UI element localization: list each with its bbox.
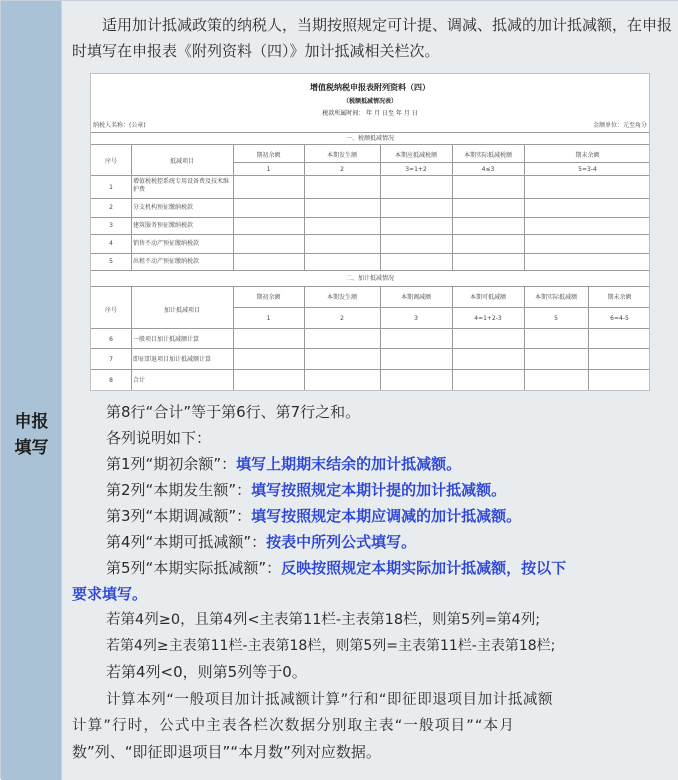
line-col2 <box>106 477 673 503</box>
line-cols-intro: 各列说明如下： <box>106 429 212 447</box>
line-row8: 第8行“合计”等于第6行、第7行之和。 <box>106 403 361 421</box>
col3-label: 第3列“本期调减额”： <box>106 507 252 525</box>
s1-r2-no: 2 <box>109 204 113 211</box>
side-header-cell <box>1 1 62 780</box>
form-period: 税款所属时间： 年 月 日至 年 月 日 <box>322 110 418 117</box>
rule-2: 若第4列≥主表第11栏-主表第18栏，则第5列=主表第11栏-主表第18栏; <box>106 638 556 654</box>
col5-desc: 反映按照规定本期实际加计抵减额，按以下 <box>281 559 567 577</box>
col1-desc: 填写上期期末结余的加计抵减额。 <box>236 455 462 473</box>
rule-3: 若第4列<0，则第5列等于0。 <box>106 663 307 681</box>
s1-h-item: 抵减项目 <box>169 158 194 165</box>
s1-f2: 2 <box>340 166 344 173</box>
s1-r3-name: 建筑服务预征缴纳税款 <box>133 222 194 229</box>
col2-desc: 填写按照规定本期计提的加计抵减额。 <box>251 481 507 499</box>
s1-h-no: 序号 <box>104 158 117 165</box>
s1-f4: 4≤3 <box>481 166 495 173</box>
col5-label: 第5列“本期实际抵减额”： <box>106 559 282 577</box>
s2-f4: 4=1+2-3 <box>474 315 502 322</box>
s2-f2: 2 <box>340 315 344 322</box>
s1-h-c2: 本期发生额 <box>326 152 357 159</box>
s1-r1-no: 1 <box>109 184 113 191</box>
s2-f5: 5 <box>554 315 558 322</box>
s2-h-c6: 期末余额 <box>607 294 632 301</box>
line-col3 <box>106 503 673 529</box>
col4-desc: 按表中所列公式填写。 <box>266 533 417 551</box>
s1-r1-name: 增值税税控系统专用设备费及技术维护费 <box>133 178 230 193</box>
s1-f3: 3=1+2 <box>405 166 427 173</box>
s1-r2-name: 分支机构预征缴纳税款 <box>133 204 194 211</box>
line-col5 <box>106 555 673 581</box>
s1-r5-no: 5 <box>109 258 113 265</box>
s2-f1: 1 <box>266 315 271 322</box>
s2-f6: 6=4-5 <box>610 315 629 322</box>
s2-h-c4: 本期可抵减额 <box>469 294 506 301</box>
formula-note-1: 计算本列“一般项目加计抵减额计算”行和“即征即退项目加计抵减额 <box>106 692 554 708</box>
line-col4 <box>106 529 673 555</box>
col5-desc-cont: 要求填写。 <box>72 585 148 603</box>
col2-label: 第2列“本期发生额”： <box>106 481 252 499</box>
form-taxpayer: 纳税人名称：(公章) <box>93 122 146 129</box>
s2-r7-no: 7 <box>109 356 113 363</box>
s1-h-c5: 期末余额 <box>575 152 600 159</box>
s1-h-c3: 本期应抵减税额 <box>394 152 437 159</box>
s2-r6-no: 6 <box>109 336 113 343</box>
col1-label: 第1列“期初余额”： <box>106 455 237 473</box>
side-label: 申报 填写 <box>14 412 49 458</box>
form-title: 增值税纳税申报表附列资料（四） <box>310 83 430 92</box>
line-col5-cont <box>72 581 673 607</box>
col3-desc: 填写按照规定本期应调减的加计抵减额。 <box>251 507 522 525</box>
rule-1: 若第4列≥0，且第4列<主表第11栏-主表第18栏，则第5列=第4列; <box>106 612 541 628</box>
s1-r5-name: 出租不动产预征缴纳税款 <box>133 258 200 265</box>
s2-r6-name: 一般项目加计抵减额计算 <box>133 336 200 343</box>
s1-h-c1: 期初余额 <box>256 152 281 159</box>
line-col1 <box>106 451 673 477</box>
s1-h-c4: 本期实际抵减税额 <box>463 152 512 159</box>
s1-f1: 1 <box>266 166 271 173</box>
tax-form-image <box>90 73 650 391</box>
form-subtitle: （税额抵减情况表） <box>342 98 397 105</box>
col4-label: 第4列“本期可抵减额”： <box>106 533 267 551</box>
s2-h-item: 加计抵减项目 <box>163 307 200 314</box>
content-cell <box>62 1 678 780</box>
s1-r4-no: 4 <box>109 240 113 247</box>
s2-r8-name: 合计 <box>133 377 146 384</box>
s2-h-c2: 本期发生额 <box>326 294 357 301</box>
s1-r4-name: 销售不动产预征缴纳税款 <box>133 240 200 247</box>
s2-h-c3: 本期调减额 <box>400 294 431 301</box>
formula-note-3: 数”列、“即征即退项目”“本月数”列对应数据。 <box>72 743 381 761</box>
form-unit: 金额单位：元至角分 <box>592 122 647 129</box>
section1-title: 一、税额抵减情况 <box>345 135 394 142</box>
s2-f3: 3 <box>414 315 418 322</box>
intro-paragraph: 适用加计抵减政策的纳税人，当期按照规定可计提、调减、抵减的加计抵减额，在申报时填写在申报表《附列资料（四）》加计抵减相关栏次。 <box>72 16 673 60</box>
s2-r8-no: 8 <box>109 377 113 384</box>
s1-f5: 5=3-4 <box>578 166 597 173</box>
s1-r3-no: 3 <box>109 222 113 229</box>
s2-r7-name: 即征即退项目加计抵减额计算 <box>133 356 212 363</box>
s2-h-no: 序号 <box>104 307 117 314</box>
section2-title: 二、加计抵减情况 <box>345 275 394 282</box>
s2-h-c5: 本期实际抵减额 <box>534 294 577 301</box>
s2-h-c1: 期初余额 <box>256 294 281 301</box>
formula-note-2: 计算”行时，公式中主表各栏次数据分别取主表“一般项目”“本月 <box>72 718 516 734</box>
